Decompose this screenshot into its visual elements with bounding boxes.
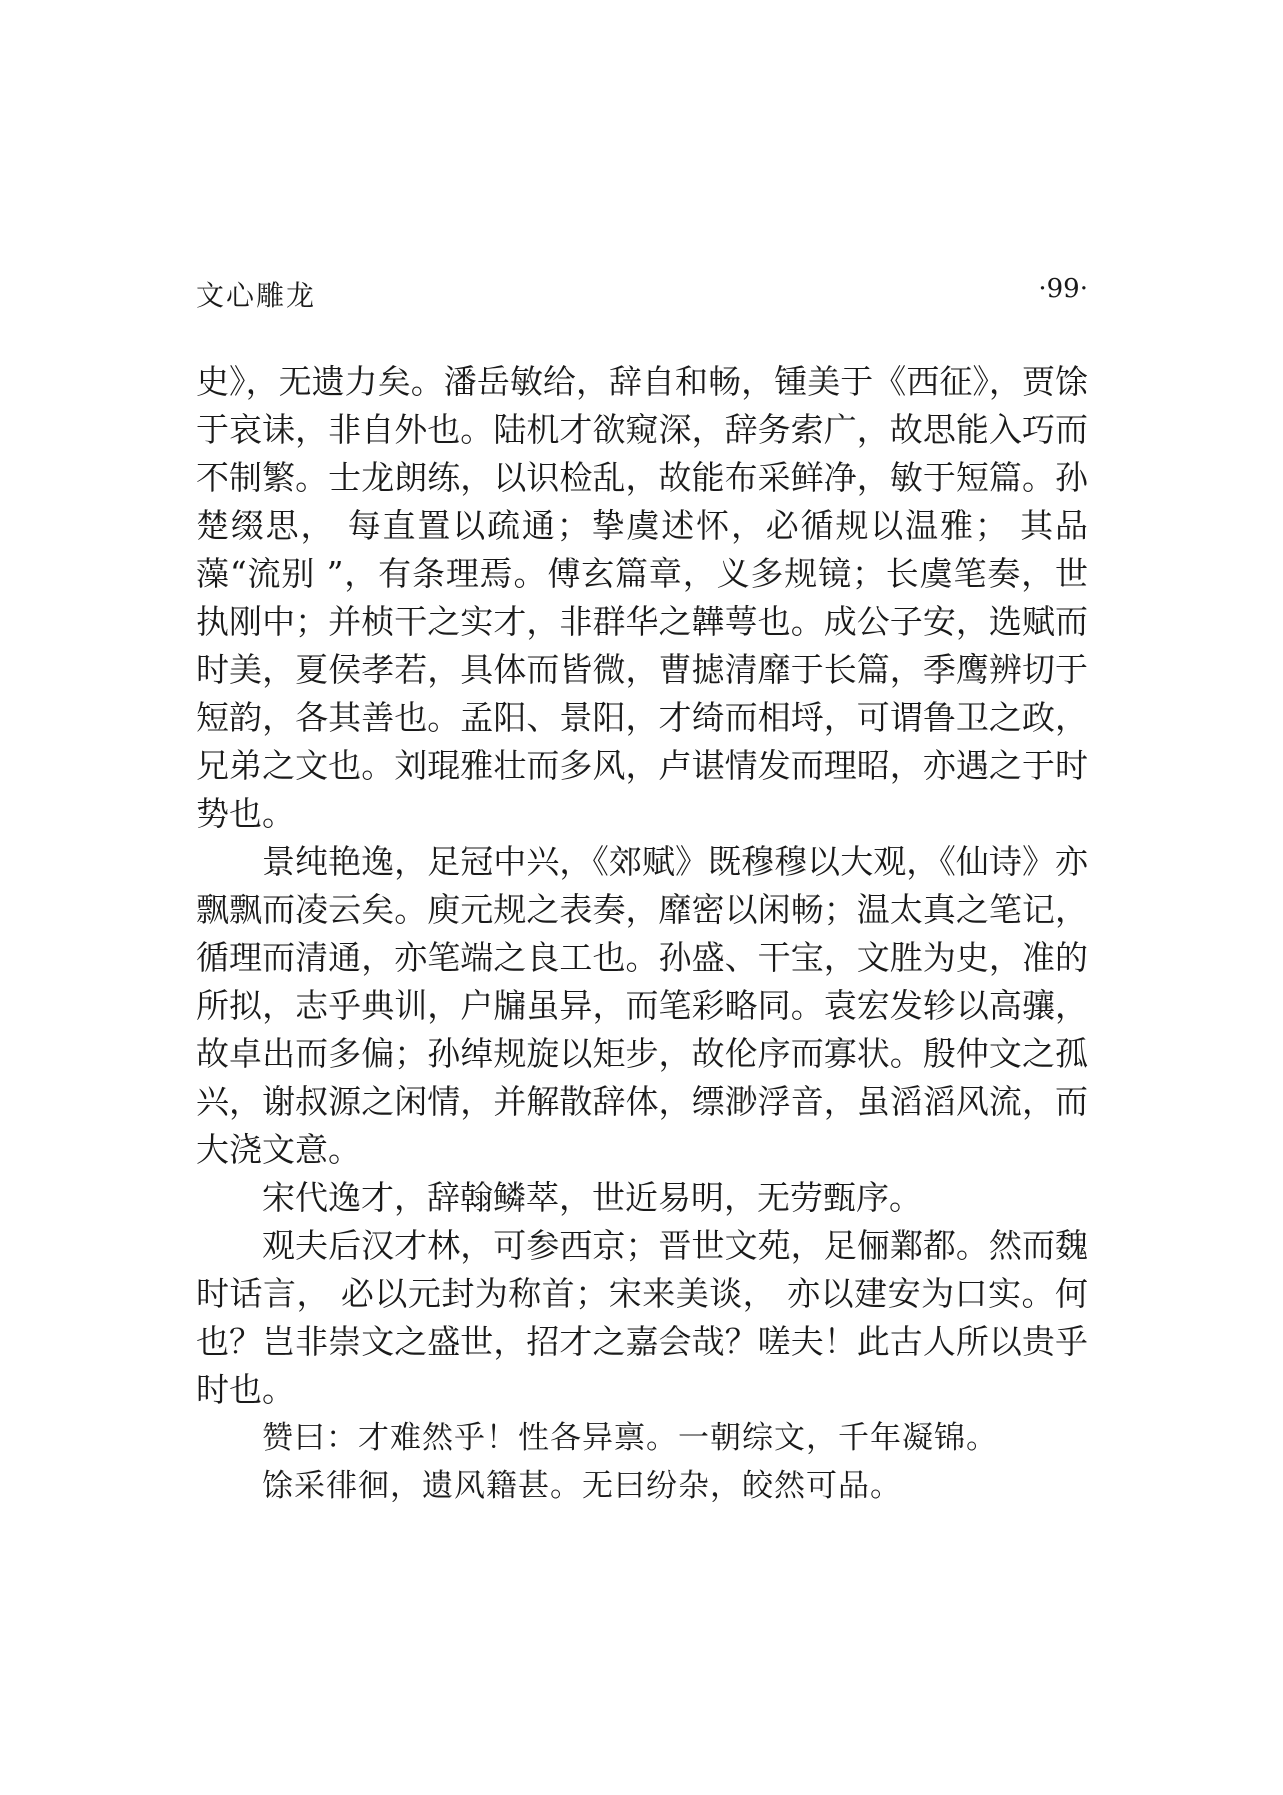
verse-line: 赞曰：才难然乎！性各异禀。一朝综文，千年凝锦。: [262, 1420, 998, 1456]
paragraph: 史》，无遗力矣。潘岳敏给，辞自和畅，锺美于《西征》，贾馀于哀诔，非自外也。陆机才欲窥深，辞务索广，故思能入巧而不制繁。士龙朗练，以识检乱，故能布采鲜净，敏于短篇。孙楚缀思， 每直置以疏通；挚虞述怀，必循规以温雅； 其品藻“流别 ”，有条理焉。傅玄篇章，义多规镜；长虞笔奏，世执刚中；并桢干之实才，非群华之韡萼也。成公子安，选赋而时美，夏侯孝若，具体而皆微，曹摅清靡于长篇，季鹰辨切于短韵，各其善也。孟阳、景阳，才绮而相埒，可谓鲁卫之政，兄弟之文也。刘琨雅壮而多风，卢谌情发而理昭，亦遇之于时势也。: [196, 362, 1088, 833]
paragraph: 观夫后汉才林，可参西京；晋世文苑，足俪鄴都。然而魏时话言， 必以元封为称首；宋来美谈， 亦以建安为口实。何也？岂非崇文之盛世，招才之嘉会哉？嗟夫！此古人所以贵乎时也。: [196, 1226, 1088, 1409]
verse-line: 馀采徘徊，遗风籍甚。无曰纷杂，皎然可品。: [262, 1468, 902, 1504]
paragraph: 景纯艳逸，足冠中兴，《郊赋》既穆穆以大观，《仙诗》亦飘飘而凌云矣。庾元规之表奏，靡密以闲畅；温太真之笔记，循理而清通，亦笔端之良工也。孙盛、干宝，文胜为史，准的所拟，志乎典训，户牖虽异，而笔彩略同。袁宏发轸以高骧，故卓出而多偏；孙绰规旋以矩步，故伦序而寡状。殷仲文之孤兴，谢叔源之闲情，并解散辞体，缥渺浮音，虽滔滔风流，而大浇文意。: [196, 842, 1088, 1169]
book-title: 文心雕龙: [196, 279, 317, 312]
running-header: [196, 270, 1088, 326]
page: [196, 270, 1088, 1510]
page-number: ·99·: [1038, 274, 1088, 304]
body-text: [196, 358, 1088, 1510]
paragraph: 宋代逸才，辞翰鳞萃，世近易明，无劳甄序。: [262, 1178, 922, 1217]
